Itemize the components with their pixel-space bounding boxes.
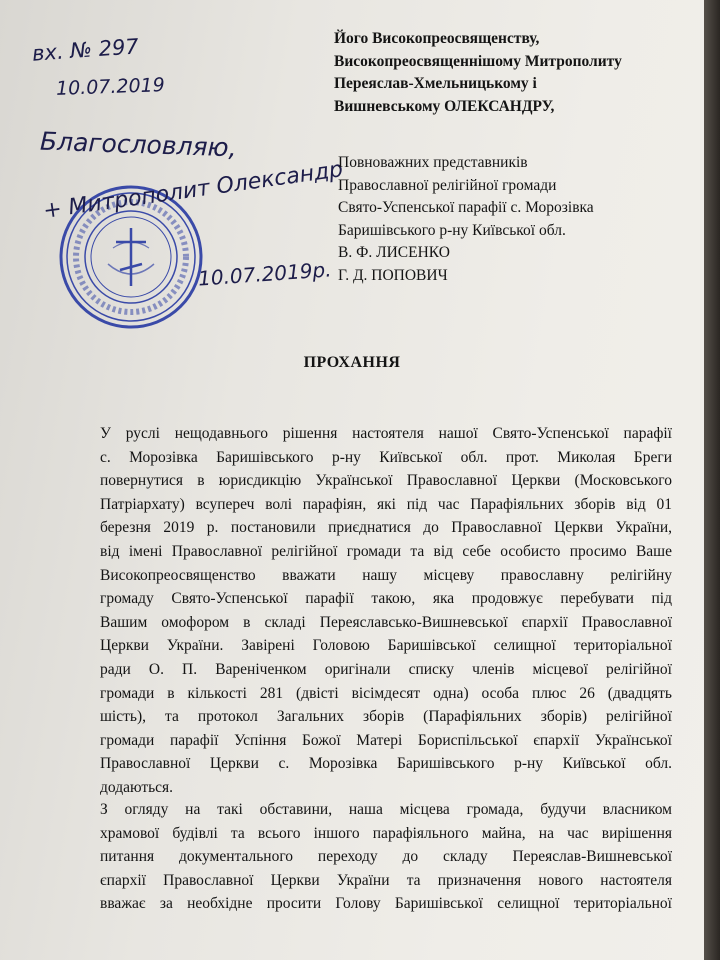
text-line: повернутися в юрисдикцію Української Православної Церкви (Московського xyxy=(100,472,672,490)
text-line: ради О. П. Вареніченком оригінали списку членів місцевої релігійної xyxy=(100,660,672,678)
document-title: ПРОХАННЯ xyxy=(303,354,401,371)
text-line: Патріархату) всупереч волі парафіян, які під час Парафіяльних зборів від 01 xyxy=(100,495,672,513)
text-line: єпархії Православної Церкви України та призначення нового настоятеля xyxy=(100,871,672,889)
registration-date: 10.07.2019 xyxy=(55,74,166,100)
text-line: Вашим омофором в складі Переяславсько-Вишневської єпархії Православної xyxy=(100,613,672,631)
text-line: громади парафії Успіння Божої Матері Бориспільської єпархії Української xyxy=(100,731,672,749)
sender-line: Баришівського р-ну Київської обл. xyxy=(338,221,566,239)
text-line: З огляду на такі обставини, наша місцева громада, будучи власником xyxy=(100,801,672,818)
text-line: Високопреосвященство вважати нашу місцеву православну релігійну xyxy=(100,566,672,584)
text-line: від імені Православної релігійної громади та від себе особисто просимо Ваше xyxy=(100,542,672,560)
registration-number: вх. № 297 xyxy=(31,34,140,66)
sender-line: Г. Д. ПОПОВИЧ xyxy=(338,266,448,284)
addressee-block xyxy=(334,28,694,118)
text-line: питання документального переходу до складу Переяслав-Вишневської xyxy=(100,848,672,866)
addressee-line: Переяслав-Хмельницькому і xyxy=(334,75,537,92)
text-line: шість), та протокол Загальних зборів (Парафіяльних зборів) релігійної xyxy=(100,708,672,726)
text-line: вважає за необхідне просити Голову Баришівської селищної територіальної xyxy=(100,895,672,913)
text-line: березня 2019 р. постановили приєднатися до Православної Церкви України, xyxy=(100,519,672,537)
text-line: Православної Церкви с. Морозівка Баришівського р-ну Київської обл. xyxy=(100,755,672,773)
text-line: Церкви України. Завірені Головою Баришівської селищної територіальної xyxy=(100,637,672,655)
text-line: У руслі нещодавнього рішення настоятеля нашої Свято-Успенської парафії xyxy=(100,425,672,442)
paragraph-2 xyxy=(100,798,672,916)
text-line: громади в кількості 281 (двісті вісімдесят одна) особа плюс 26 (двадцять xyxy=(100,684,672,702)
addressee-line: Його Високопреосвященству, xyxy=(334,30,540,47)
text-line: с. Морозівка Баришівського р-ну Київської обл. прот. Миколая Бреги xyxy=(100,448,672,466)
text-line: громаду Свято-Успенської парафії такою, яка продовжує перебувати під xyxy=(100,590,672,608)
metropolitan-signature: + Митрополит Олександр xyxy=(41,157,345,224)
sender-line: Повноважних представників xyxy=(338,154,528,171)
senders-block xyxy=(338,152,698,287)
text-line: додаються. xyxy=(100,778,174,796)
addressee-line: Вишневському ОЛЕКСАНДРУ, xyxy=(334,97,555,115)
sender-line: Православної релігійної громади xyxy=(338,176,557,194)
page-edge-shadow xyxy=(704,0,720,960)
signature-date: 10.07.2019р. xyxy=(197,257,333,291)
text-line: храмової будівлі та всього іншого парафіяльного майна, на час вирішення xyxy=(100,824,672,842)
paragraph-1 xyxy=(100,422,672,800)
blessing-note: Благословляю, xyxy=(39,126,238,163)
sender-line: В. Ф. ЛИСЕНКО xyxy=(338,244,450,261)
sender-line: Свято-Успенської парафії с. Морозівка xyxy=(338,199,594,216)
addressee-line: Високопреосвященнішому Митрополиту xyxy=(334,52,622,70)
